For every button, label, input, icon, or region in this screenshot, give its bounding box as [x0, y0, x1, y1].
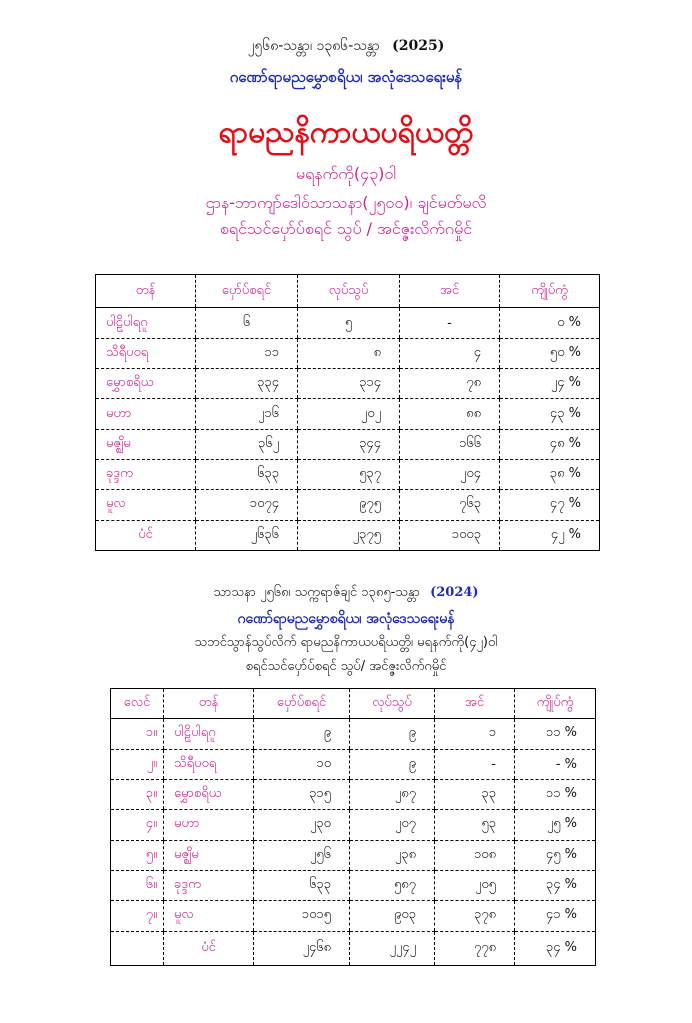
- col-header-name: တန်: [96, 275, 196, 308]
- row-applied: ၉: [254, 719, 350, 749]
- total-failed: ၁၀၀၃: [400, 520, 500, 550]
- total-applied: ၂၆၃၆: [196, 520, 298, 550]
- row-applied: ၂၁၆: [196, 399, 298, 429]
- year-label: (2024): [430, 585, 479, 600]
- row-applied: ၁၀၁၅: [254, 901, 350, 931]
- table-row: [96, 490, 600, 520]
- row-applied: ၃၃၄: [196, 369, 298, 399]
- table-header-row: [111, 689, 596, 719]
- row-name: မွှောစရိယ: [96, 369, 196, 399]
- row-no: ၂။: [111, 749, 164, 779]
- table-row: [111, 870, 596, 900]
- col-header-applied: ပှော်ပ်စရင်: [254, 689, 350, 719]
- row-applied: ၂၅၆: [254, 840, 350, 870]
- row-applied: ၆၃၃: [254, 870, 350, 900]
- col-header-percent: ကျိုပ်ကွံ: [500, 275, 600, 308]
- row-name: ပါဠိပါရဂူ: [164, 719, 254, 749]
- row-passed: ၃၄၄: [298, 429, 400, 459]
- table-caption: စရင်သင်ပှော်ပ်စရင် သွပ်/ အင်ဇ္ဇးလိက်ဂမှိုင်: [245, 659, 447, 674]
- row-failed: ၂၀၅: [435, 870, 515, 900]
- row-name: မဟာ: [96, 399, 196, 429]
- row-failed: -: [435, 749, 515, 779]
- col-header-failed: အင်: [435, 689, 515, 719]
- row-name: ပါဠိပါရဂူ: [96, 308, 196, 338]
- row-passed: ၂၃၈: [350, 840, 435, 870]
- row-failed: ၃၇၈: [435, 901, 515, 931]
- results-table-2024: [110, 688, 596, 966]
- total-spacer: [111, 931, 164, 965]
- table-row: [111, 719, 596, 749]
- row-percent: ၁၁ %: [515, 779, 596, 809]
- table-total-row: [96, 520, 600, 550]
- row-passed: ၈: [298, 338, 400, 368]
- row-failed: ၄: [400, 338, 500, 368]
- row-applied: ၁၀၇၄: [196, 490, 298, 520]
- row-passed: ၅: [298, 308, 400, 338]
- results-table-2025: [95, 274, 600, 551]
- row-passed: ၅၃၇: [298, 460, 400, 490]
- exam-round: မရနက်ကို(၄၃)ဝါ: [295, 164, 397, 183]
- col-header-passed: လုပ်သွပ်: [350, 689, 435, 719]
- row-passed: ၉: [350, 719, 435, 749]
- table-total-row: [111, 931, 596, 965]
- row-applied: ၁၁: [196, 338, 298, 368]
- row-name: မွှောစရိယ: [164, 779, 254, 809]
- col-header-applied: ပှော်ပ်စရင်: [196, 275, 298, 308]
- total-label: ပံင်: [138, 526, 153, 542]
- row-failed: ၅၃: [435, 810, 515, 840]
- table-row: [96, 399, 600, 429]
- row-failed: ၁၆၆: [400, 429, 500, 459]
- table-caption: စရင်သင်ပှော်ပ်စရင် သွပ် / အင်ဇ္ဇးလိက်ဂမှိုင်: [219, 219, 473, 238]
- row-percent: ၁၁ %: [515, 719, 596, 749]
- row-failed: ၁: [435, 719, 515, 749]
- row-applied: ၆၃၃: [196, 460, 298, 490]
- row-failed: ၂၀၄: [400, 460, 500, 490]
- date-text: သာသနာ ၂၅၆၈၊ သက္ကရာဇ်ချင် ၁၃၈၅-သန္တာ: [213, 585, 420, 600]
- row-percent: ၀ %: [500, 308, 600, 338]
- total-failed: ၇၇၈: [435, 931, 515, 965]
- table-row: [111, 810, 596, 840]
- row-percent: ၃၄ %: [515, 870, 596, 900]
- row-applied: ၃၆၂: [196, 429, 298, 459]
- row-percent: ၄၅ %: [515, 840, 596, 870]
- table-header-row: [96, 275, 600, 308]
- row-failed: ၇၆၃: [400, 490, 500, 520]
- row-name: မဇ္ဈိမ: [96, 429, 196, 459]
- row-passed: ၃၁၄: [298, 369, 400, 399]
- col-header-name: တန်: [164, 689, 254, 719]
- table-row: [96, 369, 600, 399]
- row-passed: ၅၈၇: [350, 870, 435, 900]
- row-no: ၇။: [111, 901, 164, 931]
- row-name: သိရီပဝရ: [164, 749, 254, 779]
- date-text: ၂၅၆၈-သန္တာ၊ ၁၃၈၆-သန္တာ: [247, 38, 380, 54]
- row-applied: ၆: [196, 308, 298, 338]
- row-no: ၃။: [111, 779, 164, 809]
- row-passed: ၉၀၃: [350, 901, 435, 931]
- row-failed: ၁၀၈: [435, 840, 515, 870]
- row-failed: ၈၈: [400, 399, 500, 429]
- report-date-line-2025: [0, 36, 692, 57]
- row-name: သိရီပဝရ: [96, 338, 196, 368]
- table-row: [111, 840, 596, 870]
- row-percent: - %: [515, 749, 596, 779]
- row-name: မူလ: [96, 490, 196, 520]
- total-percent: ၃၄ %: [515, 931, 596, 965]
- row-no: ၆။: [111, 870, 164, 900]
- row-applied: ၂၃၀: [254, 810, 350, 840]
- row-passed: ၂၈၇: [350, 779, 435, 809]
- row-passed: ၉၇၅: [298, 490, 400, 520]
- row-percent: ၄၇ %: [500, 490, 600, 520]
- row-percent: ၃၈ %: [500, 460, 600, 490]
- total-applied: ၂၄၆၈: [254, 931, 350, 965]
- row-passed: ၂၀၇: [350, 810, 435, 840]
- row-no: ၁။: [111, 719, 164, 749]
- organization-name: ဂဏော်ရာမညမွှောစရိယ၊ အလုံဒေသရေးမန်: [237, 611, 455, 627]
- total-passed: ၂၂၄၂: [350, 931, 435, 965]
- col-header-failed: အင်: [400, 275, 500, 308]
- row-percent: ၂၄ %: [500, 369, 600, 399]
- table-row: [96, 460, 600, 490]
- row-name: မဟာ: [164, 810, 254, 840]
- organization-name: ဂဏော်ရာမညမွှောစရိယ၊ အလုံဒေသရေးမန်: [229, 68, 463, 86]
- row-passed: ၉: [350, 749, 435, 779]
- row-name: ခုဒ္ဒက: [164, 870, 254, 900]
- row-name: ခုဒ္ဒက: [96, 460, 196, 490]
- total-label: ပံင်: [164, 931, 254, 965]
- row-failed: ၃၃: [435, 779, 515, 809]
- table-row: [96, 308, 600, 338]
- row-percent: ၅၀ %: [500, 338, 600, 368]
- total-percent: ၄၂ %: [500, 520, 600, 550]
- row-percent: ၄၃ %: [500, 399, 600, 429]
- row-passed: ၂၀၂: [298, 399, 400, 429]
- row-failed: -: [400, 308, 500, 338]
- report-date-line-2024: [0, 584, 692, 603]
- subtitle: ဌာန-ဘာကျာ်ဒေါဝ်သာသနာ(၂၅၀၀)၊ ချင်မတ်မလိ: [205, 193, 487, 212]
- table-row: [96, 429, 600, 459]
- total-passed: ၂၃၇၅: [298, 520, 400, 550]
- table-row: [111, 901, 596, 931]
- table-row: [111, 749, 596, 779]
- report-description: သဘင်သွာန်သွပ်လိက် ရာမညနိကာယပရိယတ္တိ၊ မရနက်ကို(၄၂)ဝါ: [194, 635, 498, 650]
- row-name: မဇ္ဈိမ: [164, 840, 254, 870]
- table-row: [96, 338, 600, 368]
- row-failed: ၇၈: [400, 369, 500, 399]
- row-no: ၄။: [111, 810, 164, 840]
- row-name: မူလ: [164, 901, 254, 931]
- table-row: [111, 779, 596, 809]
- row-applied: ၁၀: [254, 749, 350, 779]
- col-header-percent: ကျိုပ်ကွံ: [515, 689, 596, 719]
- row-applied: ၃၁၅: [254, 779, 350, 809]
- row-percent: ၄၈ %: [500, 429, 600, 459]
- year-label: (2025): [392, 38, 445, 54]
- row-percent: ၂၅ %: [515, 810, 596, 840]
- col-header-no: လေင်: [111, 689, 164, 719]
- row-percent: ၄၁ %: [515, 901, 596, 931]
- row-no: ၅။: [111, 840, 164, 870]
- col-header-passed: လုပ်သွပ်: [298, 275, 400, 308]
- page-title: ရာမညနိကာယပရိယတ္တိ: [218, 115, 474, 150]
